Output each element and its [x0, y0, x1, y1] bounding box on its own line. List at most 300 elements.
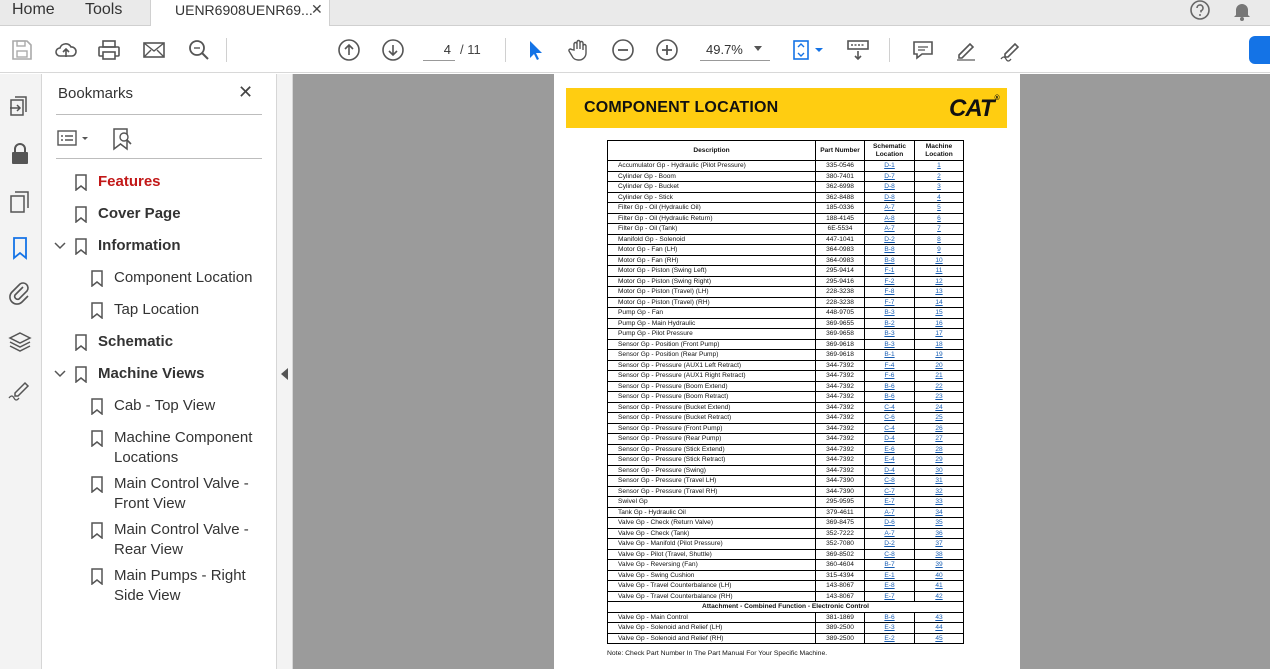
next-page-icon[interactable]: [381, 38, 405, 62]
cell-part-number: 344-7392: [816, 413, 865, 424]
cell-schematic-location-link[interactable]: F-7: [865, 297, 915, 308]
component-location-table: [607, 140, 964, 644]
table-row: [608, 434, 964, 445]
cell-description: Cylinder Gp - Stick: [608, 192, 816, 203]
bookmark-item-schematic[interactable]: [42, 332, 276, 354]
cell-part-number: 379-4611: [816, 507, 865, 518]
cell-description: Valve Gp - Main Control: [608, 612, 816, 623]
cell-schematic-location-link[interactable]: C-7: [865, 486, 915, 497]
menu-tools[interactable]: Tools: [85, 1, 123, 18]
bookmark-icon: [91, 398, 103, 415]
cell-machine-location-link[interactable]: 20: [915, 360, 964, 371]
bookmark-icon: [91, 522, 103, 539]
cell-description: Sensor Gp - Pressure (Rear Pump): [608, 434, 816, 445]
document-tab-title: UENR6908UENR69...: [175, 2, 313, 18]
table-header-row: [608, 141, 964, 161]
cell-schematic-location-link[interactable]: C-8: [865, 476, 915, 487]
cell-schematic-location-link[interactable]: C-4: [865, 423, 915, 434]
cell-schematic-location-link[interactable]: A-8: [865, 213, 915, 224]
bookmark-label: Main Pumps - Right: [114, 567, 246, 584]
section-table-body: [608, 612, 964, 644]
cell-machine-location-link[interactable]: 42: [915, 591, 964, 602]
bookmark-label-line2: Side View: [114, 587, 181, 604]
cell-machine-location-link[interactable]: 12: [915, 276, 964, 287]
cell-machine-location-link[interactable]: 26: [915, 423, 964, 434]
table-row: [608, 339, 964, 350]
cell-machine-location-link[interactable]: 31: [915, 476, 964, 487]
bookmark-label: Main Control Valve -: [114, 521, 249, 538]
registered-mark: ®: [994, 95, 999, 102]
cell-machine-location-link[interactable]: 8: [915, 234, 964, 245]
column-header-part-number: Part Number: [816, 141, 865, 161]
table-row: [608, 612, 964, 623]
bookmark-label: Schematic: [98, 333, 174, 350]
cell-machine-location-link[interactable]: 4: [915, 192, 964, 203]
cell-description: Sensor Gp - Pressure (Stick Retract): [608, 455, 816, 466]
table-row: [608, 444, 964, 455]
cell-part-number: 380-7401: [816, 171, 865, 182]
bookmark-item-information[interactable]: [42, 236, 276, 258]
table-row: [608, 476, 964, 487]
main-toolbar: [0, 26, 1270, 73]
bookmark-icon: [91, 476, 103, 493]
cell-schematic-location-link[interactable]: E-1: [865, 570, 915, 581]
panel-divider: [56, 114, 262, 115]
bookmark-label: Information: [98, 237, 181, 254]
cell-description: Filter Gp - Oil (Hydraulic Return): [608, 213, 816, 224]
cell-part-number: 344-7392: [816, 423, 865, 434]
cell-description: Pump Gp - Pilot Pressure: [608, 329, 816, 340]
panel-divider: [56, 158, 262, 159]
highlight-pen-icon[interactable]: [954, 38, 978, 62]
cell-part-number: 389-2500: [816, 633, 865, 644]
cell-description: Motor Gp - Fan (LH): [608, 245, 816, 256]
table-row: [608, 497, 964, 508]
layers-icon[interactable]: [7, 329, 33, 355]
cell-machine-location-link[interactable]: 9: [915, 245, 964, 256]
table-row: [608, 308, 964, 319]
cell-part-number: 360-4604: [816, 560, 865, 571]
cell-description: Sensor Gp - Pressure (Stick Extend): [608, 444, 816, 455]
cell-machine-location-link[interactable]: 34: [915, 507, 964, 518]
cell-schematic-location-link[interactable]: D-8: [865, 192, 915, 203]
cell-schematic-location-link[interactable]: F-8: [865, 287, 915, 298]
cell-schematic-location-link[interactable]: A-7: [865, 203, 915, 214]
bookmark-label-line2: Front View: [114, 495, 186, 512]
cell-part-number: 344-7390: [816, 476, 865, 487]
cell-machine-location-link[interactable]: 7: [915, 224, 964, 235]
table-row: [608, 297, 964, 308]
cell-part-number: 143-8067: [816, 581, 865, 592]
cell-machine-location-link[interactable]: 14: [915, 297, 964, 308]
bookmark-item-features[interactable]: [42, 172, 276, 194]
cell-schematic-location-link[interactable]: D-2: [865, 234, 915, 245]
toolbar-separator: [226, 38, 227, 62]
cell-schematic-location-link[interactable]: B-1: [865, 350, 915, 361]
cell-part-number: 344-7392: [816, 360, 865, 371]
document-viewport[interactable]: [293, 74, 1270, 669]
bookmark-item-main-control-valve-rear[interactable]: [42, 520, 276, 562]
cell-part-number: 448-9705: [816, 308, 865, 319]
cell-schematic-location-link[interactable]: B-7: [865, 560, 915, 571]
table-row: [608, 455, 964, 466]
cell-schematic-location-link[interactable]: D-4: [865, 434, 915, 445]
tab-bar: [0, 0, 1270, 26]
cell-description: Valve Gp - Swing Cushion: [608, 570, 816, 581]
cell-description: Motor Gp - Fan (RH): [608, 255, 816, 266]
cell-part-number: 362-6998: [816, 182, 865, 193]
bookmark-item-main-pumps-right-side[interactable]: [42, 566, 276, 608]
attachment-icon[interactable]: [7, 281, 33, 307]
cell-description: Valve Gp - Solenoid and Relief (RH): [608, 633, 816, 644]
cell-schematic-location-link[interactable]: E-3: [865, 623, 915, 634]
table-row: [608, 371, 964, 382]
cell-machine-location-link[interactable]: 22: [915, 381, 964, 392]
keyboard-scroll-icon[interactable]: [846, 38, 870, 62]
cell-schematic-location-link[interactable]: B-6: [865, 392, 915, 403]
collapse-left-icon[interactable]: [281, 368, 288, 380]
pdf-page: [554, 74, 1020, 669]
cell-machine-location-link[interactable]: 30: [915, 465, 964, 476]
table-row: [608, 161, 964, 172]
close-panel-icon[interactable]: ✕: [238, 82, 254, 102]
cat-logo: [949, 95, 999, 123]
bookmark-label: Cover Page: [98, 205, 181, 222]
cell-machine-location-link[interactable]: 23: [915, 392, 964, 403]
table-row: [608, 276, 964, 287]
chevron-down-icon[interactable]: [54, 368, 66, 380]
cell-description: Sensor Gp - Pressure (Bucket Retract): [608, 413, 816, 424]
help-icon[interactable]: [1189, 0, 1211, 22]
cell-part-number: 344-7392: [816, 371, 865, 382]
cell-schematic-location-link[interactable]: C-8: [865, 549, 915, 560]
cell-schematic-location-link[interactable]: D-7: [865, 171, 915, 182]
cell-description: Valve Gp - Check (Return Valve): [608, 518, 816, 529]
cell-part-number: 315-4394: [816, 570, 865, 581]
close-tab-icon[interactable]: ✕: [311, 1, 323, 17]
cell-description: Motor Gp - Piston (Travel) (RH): [608, 297, 816, 308]
table-row: [608, 318, 964, 329]
table-row: [608, 203, 964, 214]
cell-machine-location-link[interactable]: 35: [915, 518, 964, 529]
cell-schematic-location-link[interactable]: F-4: [865, 360, 915, 371]
bookmark-icon: [75, 366, 87, 383]
bookmark-item-main-control-valve-front[interactable]: [42, 474, 276, 516]
cell-description: Motor Gp - Piston (Travel) (LH): [608, 287, 816, 298]
bell-icon[interactable]: [1231, 0, 1253, 22]
cell-schematic-location-link[interactable]: C-4: [865, 402, 915, 413]
cell-machine-location-link[interactable]: 11: [915, 266, 964, 277]
cell-part-number: 369-8502: [816, 549, 865, 560]
search-icon[interactable]: [187, 38, 211, 62]
bookmark-label: Features: [98, 173, 161, 190]
cell-part-number: 369-9658: [816, 329, 865, 340]
cell-schematic-location-link[interactable]: B-8: [865, 245, 915, 256]
cell-schematic-location-link[interactable]: C-6: [865, 413, 915, 424]
bookmark-item-cover-page[interactable]: [42, 204, 276, 226]
table-row: [608, 255, 964, 266]
cell-part-number: 6E-5534: [816, 224, 865, 235]
cell-description: Valve Gp - Travel Counterbalance (RH): [608, 591, 816, 602]
bookmark-item-component-location[interactable]: [42, 268, 276, 290]
cell-schematic-location-link[interactable]: B-3: [865, 308, 915, 319]
table-row: [608, 423, 964, 434]
page-fit-icon[interactable]: [790, 38, 826, 62]
cell-description: Sensor Gp - Pressure (AUX1 Right Retract): [608, 371, 816, 382]
cell-part-number: 295-9595: [816, 497, 865, 508]
toolbar-separator: [889, 38, 890, 62]
column-header-description: Description: [608, 141, 816, 161]
page-total-label: / 11: [460, 42, 481, 57]
bookmark-item-tap-location[interactable]: [42, 300, 276, 322]
cell-machine-location-link[interactable]: 19: [915, 350, 964, 361]
page-banner: [566, 88, 1007, 128]
cell-schematic-location-link[interactable]: A-7: [865, 507, 915, 518]
hand-tool-icon[interactable]: [567, 38, 591, 62]
pages-icon[interactable]: [7, 189, 33, 215]
cell-description: Sensor Gp - Pressure (Travel LH): [608, 476, 816, 487]
cell-machine-location-link[interactable]: 15: [915, 308, 964, 319]
table-row: [608, 350, 964, 361]
cell-description: Motor Gp - Piston (Swing Left): [608, 266, 816, 277]
bookmarks-panel-title: Bookmarks: [58, 85, 134, 102]
cell-machine-location-link[interactable]: 10: [915, 255, 964, 266]
table-row: [608, 539, 964, 550]
print-icon[interactable]: [97, 38, 121, 62]
cell-schematic-location-link[interactable]: E-2: [865, 633, 915, 644]
column-header-schematic-location: Schematic Location: [865, 141, 915, 161]
cell-machine-location-link[interactable]: 18: [915, 339, 964, 350]
cloud-upload-icon[interactable]: [54, 38, 78, 62]
add-bookmark-icon[interactable]: [111, 127, 141, 151]
lock-icon[interactable]: [7, 141, 33, 167]
cell-machine-location-link[interactable]: 41: [915, 581, 964, 592]
cat-logo-text: CAT: [949, 95, 994, 122]
cell-schematic-location-link[interactable]: F-2: [865, 276, 915, 287]
cell-part-number: 344-7392: [816, 392, 865, 403]
cell-description: Filter Gp - Oil (Tank): [608, 224, 816, 235]
cell-schematic-location-link[interactable]: B-3: [865, 329, 915, 340]
table-row: [608, 381, 964, 392]
cell-machine-location-link[interactable]: 28: [915, 444, 964, 455]
table-row: [608, 402, 964, 413]
cell-description: Sensor Gp - Pressure (Front Pump): [608, 423, 816, 434]
table-row: [608, 560, 964, 571]
cell-machine-location-link[interactable]: 24: [915, 402, 964, 413]
table-row: [608, 266, 964, 277]
cell-machine-location-link[interactable]: 17: [915, 329, 964, 340]
bookmark-label: Cab - Top View: [114, 397, 216, 414]
cell-part-number: 344-7392: [816, 402, 865, 413]
cell-schematic-location-link[interactable]: B-6: [865, 612, 915, 623]
cell-machine-location-link[interactable]: 6: [915, 213, 964, 224]
cell-part-number: 352-7222: [816, 528, 865, 539]
cell-machine-location-link[interactable]: 5: [915, 203, 964, 214]
bookmarks-panel: [42, 74, 276, 669]
previous-page-icon[interactable]: [337, 38, 361, 62]
cell-part-number: 143-8067: [816, 591, 865, 602]
document-tab[interactable]: [150, 0, 330, 26]
cell-part-number: 344-7392: [816, 434, 865, 445]
cell-part-number: 335-0546: [816, 161, 865, 172]
cell-schematic-location-link[interactable]: B-2: [865, 318, 915, 329]
table-row: [608, 518, 964, 529]
cell-description: Pump Gp - Main Hydraulic: [608, 318, 816, 329]
cell-machine-location-link[interactable]: 27: [915, 434, 964, 445]
bookmark-icon: [91, 430, 103, 447]
cell-schematic-location-link[interactable]: E-8: [865, 581, 915, 592]
cell-machine-location-link[interactable]: 21: [915, 371, 964, 382]
cell-description: Motor Gp - Piston (Swing Right): [608, 276, 816, 287]
cell-description: Pump Gp - Fan: [608, 308, 816, 319]
cell-machine-location-link[interactable]: 38: [915, 549, 964, 560]
table-row: [608, 465, 964, 476]
toolbar-separator: [505, 38, 506, 62]
cell-machine-location-link[interactable]: 32: [915, 486, 964, 497]
table-row: [608, 413, 964, 424]
cell-description: Sensor Gp - Position (Rear Pump): [608, 350, 816, 361]
bookmark-icon: [75, 174, 87, 191]
table-row: [608, 287, 964, 298]
signature-icon[interactable]: [7, 376, 33, 402]
cell-part-number: 344-7390: [816, 486, 865, 497]
zoom-out-icon[interactable]: [611, 38, 635, 62]
cell-machine-location-link[interactable]: 25: [915, 413, 964, 424]
cell-schematic-location-link[interactable]: A-7: [865, 224, 915, 235]
page-title: COMPONENT LOCATION: [584, 99, 779, 116]
cell-machine-location-link[interactable]: 40: [915, 570, 964, 581]
bookmark-options-icon[interactable]: [57, 127, 87, 151]
cell-part-number: 364-0983: [816, 245, 865, 256]
cell-schematic-location-link[interactable]: F-1: [865, 266, 915, 277]
cell-part-number: 389-2500: [816, 623, 865, 634]
bookmark-icon: [91, 568, 103, 585]
bookmark-label: Machine Component: [114, 429, 253, 446]
cell-machine-location-link[interactable]: 13: [915, 287, 964, 298]
cell-schematic-location-link[interactable]: D-6: [865, 518, 915, 529]
bookmark-label: Component Location: [114, 269, 253, 286]
cell-part-number: 369-8475: [816, 518, 865, 529]
comment-icon[interactable]: [911, 38, 935, 62]
cell-machine-location-link[interactable]: 43: [915, 612, 964, 623]
table-row: [608, 182, 964, 193]
cell-schematic-location-link[interactable]: E-7: [865, 497, 915, 508]
cell-schematic-location-link[interactable]: D-4: [865, 465, 915, 476]
zoom-in-icon[interactable]: [655, 38, 679, 62]
cell-description: Cylinder Gp - Boom: [608, 171, 816, 182]
cell-machine-location-link[interactable]: 29: [915, 455, 964, 466]
table-row: [608, 507, 964, 518]
cell-machine-location-link[interactable]: 37: [915, 539, 964, 550]
bookmark-icon: [75, 206, 87, 223]
cell-machine-location-link[interactable]: 36: [915, 528, 964, 539]
cell-description: Sensor Gp - Pressure (Swing): [608, 465, 816, 476]
save-icon[interactable]: [10, 38, 34, 62]
cell-part-number: 295-9414: [816, 266, 865, 277]
table-row: [608, 192, 964, 203]
zoom-dropdown-chevron-icon[interactable]: [754, 46, 762, 51]
cell-part-number: 228-3238: [816, 297, 865, 308]
cell-part-number: 369-9655: [816, 318, 865, 329]
cell-schematic-location-link[interactable]: A-7: [865, 528, 915, 539]
cell-machine-location-link[interactable]: 39: [915, 560, 964, 571]
table-row: [608, 392, 964, 403]
cell-part-number: 188-4145: [816, 213, 865, 224]
cell-description: Valve Gp - Travel Counterbalance (LH): [608, 581, 816, 592]
cell-schematic-location-link[interactable]: E-4: [865, 455, 915, 466]
cell-schematic-location-link[interactable]: B-6: [865, 381, 915, 392]
bookmark-panel-icon[interactable]: [7, 235, 33, 261]
cell-schematic-location-link[interactable]: D-1: [865, 161, 915, 172]
table-row: [608, 329, 964, 340]
cell-schematic-location-link[interactable]: E-6: [865, 444, 915, 455]
table-row: [608, 360, 964, 371]
table-row: [608, 213, 964, 224]
cell-machine-location-link[interactable]: 45: [915, 633, 964, 644]
panel-collapse-handle[interactable]: [276, 74, 293, 669]
page-thumbnails-icon[interactable]: [7, 94, 33, 120]
cell-schematic-location-link[interactable]: B-8: [865, 255, 915, 266]
select-pointer-icon[interactable]: [523, 38, 547, 62]
cell-part-number: 228-3238: [816, 287, 865, 298]
cell-machine-location-link[interactable]: 1: [915, 161, 964, 172]
page-number-input[interactable]: [423, 39, 455, 61]
table-row: [608, 224, 964, 235]
bookmark-label: Main Control Valve -: [114, 475, 249, 492]
column-header-machine-location: Machine Location: [915, 141, 964, 161]
bookmark-item-machine-component-locations[interactable]: [42, 428, 276, 470]
table-row: [608, 623, 964, 634]
cell-part-number: 369-9618: [816, 350, 865, 361]
share-button[interactable]: [1249, 36, 1270, 64]
sign-pen-icon[interactable]: [999, 38, 1023, 62]
cell-description: Sensor Gp - Pressure (Travel RH): [608, 486, 816, 497]
bookmark-item-machine-views[interactable]: [42, 364, 276, 386]
cell-description: Valve Gp - Manifold (Pilot Pressure): [608, 539, 816, 550]
cell-schematic-location-link[interactable]: D-8: [865, 182, 915, 193]
cell-description: Sensor Gp - Pressure (Boom Retract): [608, 392, 816, 403]
table-body: [608, 161, 964, 602]
cell-machine-location-link[interactable]: 44: [915, 623, 964, 634]
section-header-body: [608, 602, 964, 613]
cell-machine-location-link[interactable]: 3: [915, 182, 964, 193]
bookmark-item-cab-top-view[interactable]: [42, 396, 276, 418]
cell-description: Sensor Gp - Pressure (AUX1 Left Retract): [608, 360, 816, 371]
cell-part-number: 447-1041: [816, 234, 865, 245]
bookmark-icon: [75, 238, 87, 255]
cell-part-number: 344-7392: [816, 465, 865, 476]
cell-part-number: 364-0983: [816, 255, 865, 266]
section-title: Attachment - Combined Function - Electronic Control: [608, 602, 964, 613]
cell-part-number: 185-0336: [816, 203, 865, 214]
cell-schematic-location-link[interactable]: D-2: [865, 539, 915, 550]
menu-home[interactable]: Home: [12, 1, 55, 18]
cell-part-number: 352-7080: [816, 539, 865, 550]
bookmark-label: Machine Views: [98, 365, 205, 382]
email-icon[interactable]: [142, 38, 166, 62]
cell-machine-location-link[interactable]: 2: [915, 171, 964, 182]
table-row: [608, 171, 964, 182]
footnote: Note: Check Part Number In The Part Manual For Your Specific Machine.: [607, 650, 828, 657]
chevron-down-icon[interactable]: [54, 240, 66, 252]
cell-schematic-location-link[interactable]: F-6: [865, 371, 915, 382]
cell-schematic-location-link[interactable]: B-3: [865, 339, 915, 350]
cell-machine-location-link[interactable]: 33: [915, 497, 964, 508]
table-row: [608, 549, 964, 560]
cell-schematic-location-link[interactable]: E-7: [865, 591, 915, 602]
cell-machine-location-link[interactable]: 16: [915, 318, 964, 329]
bookmark-label: Tap Location: [114, 301, 200, 318]
